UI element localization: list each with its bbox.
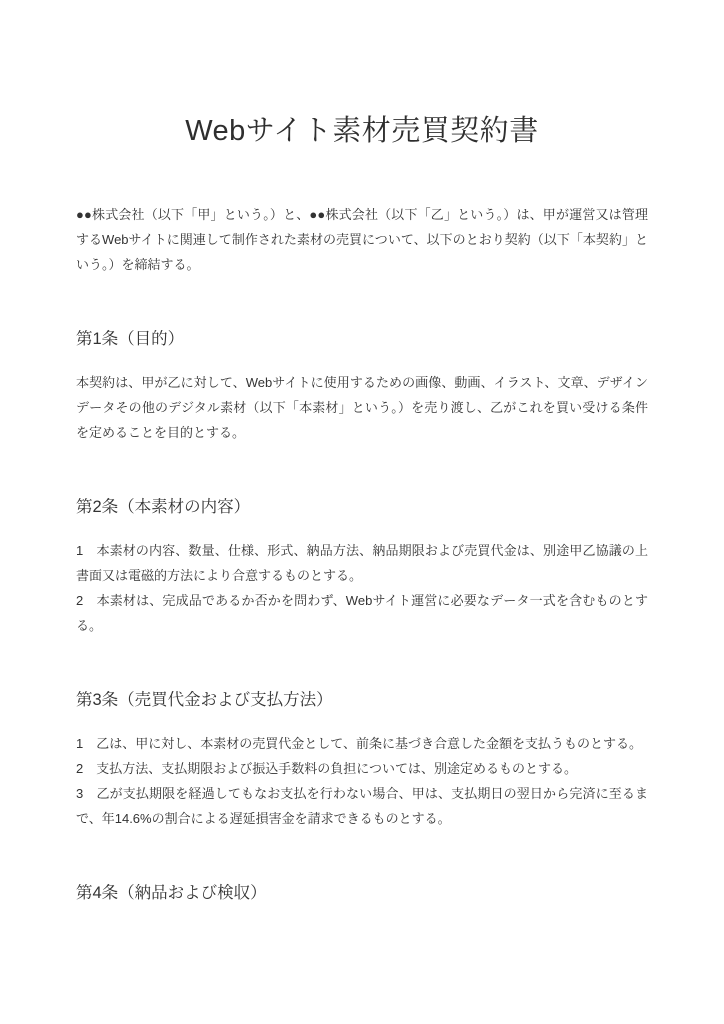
article-3-heading: 第3条（売買代金および支払方法） [76,691,333,709]
article-2-heading: 第2条（本素材の内容） [76,498,251,516]
article-2-clause-2: 2 本素材は、完成品であるか否かを問わず、Webサイト運営に必要なデータ一式を含むものとする。 [76,593,648,633]
article-2-clause-1: 1 本素材の内容、数量、仕様、形式、納品方法、納品期限および売買代金は、別途甲乙協議の上書面又は電磁的方法により合意するものとする。 [76,543,648,583]
article-1-heading: 第1条（目的） [76,330,185,348]
document-title: Webサイト素材売買契約書 [185,115,539,147]
intro-paragraph: ●●株式会社（以下「甲」という。）と、●●株式会社（以下「乙」という。）は、甲が運営又は管理するWebサイトに関連して制作された素材の売買について、以下のとおり契約（以下「本契約」という。）を締結する。 [76,207,648,272]
article-1 [76,327,648,445]
article-4 [76,881,648,905]
article-4-heading: 第4条（納品および検収） [76,884,267,902]
article-1-clause-1: 本契約は、甲が乙に対して、Webサイトに使用するための画像、動画、イラスト、文章、デザインデータその他のデジタル素材（以下「本素材」という。）を売り渡し、乙がこれを買い受ける条件を定めることを目的とする。 [76,375,648,440]
article-3-clause-2: 2 支払方法、支払期限および振込手数料の負担については、別途定めるものとする。 [76,761,577,776]
article-3-clause-1: 1 乙は、甲に対し、本素材の売買代金として、前条に基づき合意した金額を支払うものとする。 [76,736,642,751]
article-3-clause-3: 3 乙が支払期限を経過してもなお支払を行わない場合、甲は、支払期日の翌日から完済に至るまで、年14.6%の割合による遅延損害金を請求できるものとする。 [76,786,648,826]
article-3 [76,688,648,831]
article-2 [76,495,648,638]
